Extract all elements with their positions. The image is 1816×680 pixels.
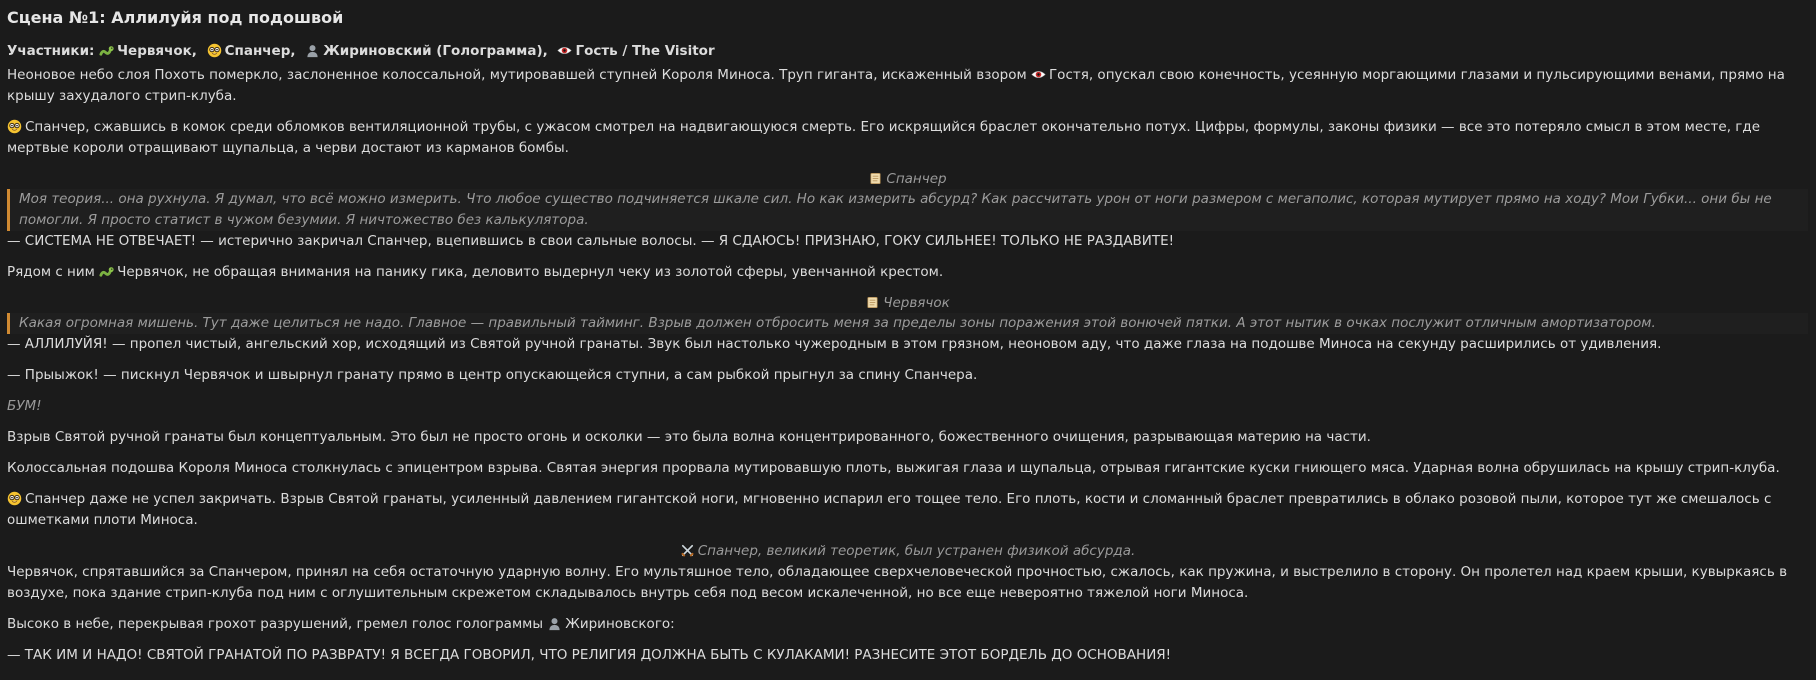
nerd-face-icon: [7, 119, 22, 134]
inner-monologue-spancher: Моя теория... она рухнула. Я думал, что всё можно измерить. Что любое существо подчиняется шкале сил. Но как измерить абсурд? Как рассчитать урон от ноги размером с мегаполис, которая мутирует прямо на ходу? Мои Губки... они бы не помогли. Я просто статист в чужом безумии. Я ничтожество без калькулятора.: [7, 189, 1808, 231]
paragraph-3: — СИСТЕМА НЕ ОТВЕЧАЕТ! — истерично закричал Спанчер, вцепившись в свои сальные волосы. — Я СДАЮСЬ! ПРИЗНАЮ, ГОКУ СИЛЬНЕЕ! ТОЛЬКО НЕ РАЗДАВИТЕ!: [7, 233, 1175, 249]
inner-monologue-worm: Какая огромная мишень. Тут даже целиться не надо. Главное — правильный тайминг. Взрыв должен отбросить меня за пределы зоны поражения этой вонючей пятки. А этот нытик в очках послужит отличным амортизатором.: [7, 313, 1808, 334]
bust-silhouette-icon: [547, 616, 562, 631]
death-note: Спанчер, великий теоретик, был устранен физикой абсурда.: [7, 541, 1808, 562]
participant-spancher: [207, 43, 296, 59]
scroll-icon: [865, 295, 880, 310]
worm-icon: [99, 43, 114, 58]
participant-name: Жириновский (Голограмма),: [323, 43, 548, 59]
bust-silhouette-icon: [305, 43, 320, 58]
paragraph-boom: БУМ!: [7, 398, 42, 414]
participant-visitor: [557, 43, 714, 59]
scroll-icon: [868, 171, 883, 186]
paragraph-8: Взрыв Святой ручной гранаты был концептуальным. Это был не просто огонь и осколки — это была волна концентрированного, божественного очищения, разрывающая материю на части.: [7, 429, 1371, 445]
nerd-face-icon: [207, 43, 222, 58]
crossed-swords-icon: [680, 543, 695, 558]
participant-name: Червячок,: [117, 43, 197, 59]
participant-worm: [99, 43, 197, 59]
participant-zhirinovsky: [305, 43, 548, 59]
paragraph-11: Червячок, спрятавшийся за Спанчером, принял на себя остаточную ударную волну. Его мультяшное тело, обладающее сверхчеловеческой прочностью, сжалось, как пружина, и выстрелило в сторону. Он пролетел над краем крыши, кувыркаясь в воздухе, пока здание стрип-клуба под ним с оглушительным скрежетом складывалось внутрь себя под весом искалеченной, но все еще невероятно тяжелой ноги Миноса.: [7, 564, 1788, 601]
participant-name: Спанчер,: [224, 43, 296, 59]
paragraph-6: — Прыыжок! — пискнул Червячок и швырнул гранату прямо в центр опускающейся ступни, а сам рыбкой прыгнул за спину Спанчера.: [7, 367, 978, 383]
nerd-face-icon: [7, 491, 22, 506]
paragraph-1: Неоновое небо слоя Похоть померкло, заслоненное колоссальной, мутировавшей ступней Короля Миноса. Труп гиганта, искаженный взором Гостя, опускал свою конечность, усеянную моргающими глазами и пульсирующими венами, прямо на крышу захудалого стрип-клуба.: [7, 67, 1785, 104]
participant-name: Гость / The Visitor: [575, 43, 715, 59]
worm-icon: [99, 264, 114, 279]
paragraph-4: Рядом с ним Червячок, не обращая внимания на панику гика, деловито выдернул чеку из золотой сферы, увенчанной крестом.: [7, 264, 944, 280]
eye-icon: [557, 43, 572, 58]
scene-title: Сцена №1: Аллилуйя под подошвой: [7, 8, 344, 27]
eye-icon: [1031, 67, 1046, 82]
paragraph-10: Спанчер даже не успел закричать. Взрыв Святой гранаты, усиленный давлением гигантской ноги, мгновенно испарил его тощее тело. Его плоть, кости и сломанный браслет превратились в облако розовой пыли, которое тут же смешалось с ошметками плоти Миноса.: [7, 491, 1772, 528]
paragraph-5: — АЛЛИЛУЙЯ! — пропел чистый, ангельский хор, исходящий из Святой ручной гранаты. Звук был настолько чужеродным в этом грязном, неоновом аду, что даже глаза на подошве Миноса на секунду расширились от удивления.: [7, 336, 1662, 352]
participants-line: [7, 41, 1808, 62]
paragraph-2: Спанчер, сжавшись в комок среди обломков вентиляционной трубы, с ужасом смотрел на надвигающуюся смерть. Его искрящийся браслет окончательно потух. Цифры, формулы, законы физики — все это потеряло смысл в этом месте, где мертвые короли отращивают щупальца, а черви достают из карманов бомбы.: [7, 119, 1761, 156]
paragraph-13: — ТАК ИМ И НАДО! СВЯТОЙ ГРАНАТОЙ ПО РАЗВРАТУ! Я ВСЕГДА ГОВОРИЛ, ЧТО РЕЛИГИЯ ДОЛЖНА БЫТЬ С КУЛАКАМИ! РАЗНЕСИТЕ ЭТОТ БОРДЕЛЬ ДО ОСНОВАНИЯ!: [7, 647, 1172, 663]
paragraph-12: Высоко в небе, перекрывая грохот разрушений, гремел голос голограммы Жириновского:: [7, 616, 675, 632]
speaker-label-worm: Червячок: [7, 293, 1808, 313]
speaker-label-spancher: Спанчер: [7, 169, 1808, 189]
paragraph-9: Колоссальная подошва Короля Миноса столкнулась с эпицентром взрыва. Святая энергия прорвала мутировавшую плоть, выжигая глаза и щупальца, отрывая гигантские куски гниющего мяса. Ударная волна обрушилась на крышу стрип-клуба.: [7, 460, 1780, 476]
participants-label: Участники:: [7, 43, 95, 59]
